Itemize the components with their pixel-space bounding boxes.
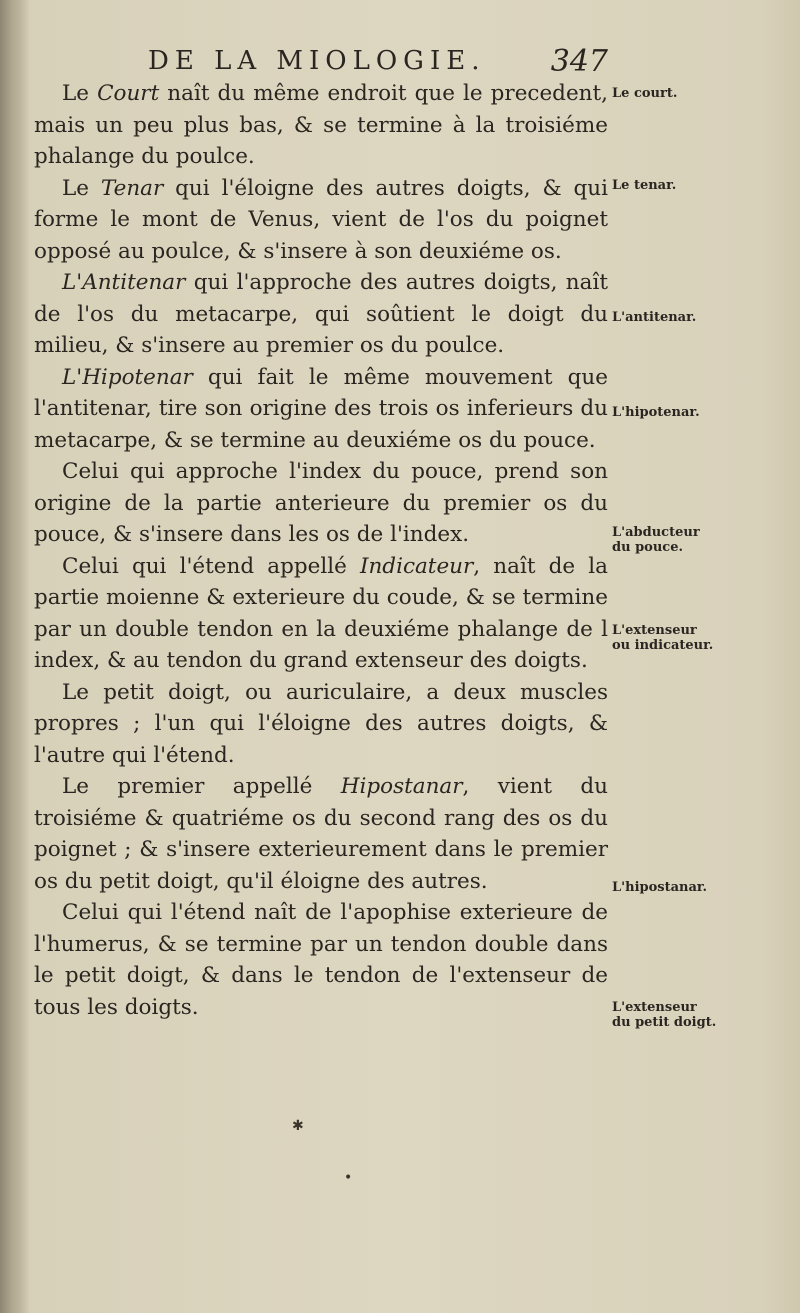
margin-note: L'extenseur du petit doigt. xyxy=(612,1000,717,1030)
margin-note: Le tenar. xyxy=(612,178,677,193)
paragraph-court: Le Court naît du même endroit que le precedent, mais un peu plus bas, & se termine à la troisiéme phalange du poulce. xyxy=(34,81,608,169)
muscle-name: L'Antitenar xyxy=(62,270,186,295)
paragraph-antitenar: L'Antitenar qui l'approche des autres doigts, naît de l'os du metacarpe, qui soûtient le doigt du milieu, & s'insere au premier os du poulce. xyxy=(34,270,608,358)
muscle-name: Court xyxy=(97,81,160,106)
margin-note: L'abducteur du pouce. xyxy=(612,525,700,555)
muscle-name: Hipostanar xyxy=(340,774,463,799)
book-gutter xyxy=(0,0,30,1313)
margin-note: L'hipotenar. xyxy=(612,405,700,420)
margin-notes xyxy=(608,0,718,1313)
margin-note: L'extenseur ou indicateur. xyxy=(612,623,714,653)
paragraph-hipotenar: L'Hipotenar qui fait le même mouvement que l'antitenar, tire son origine des trois os inferieurs du metacarpe, & se termine au deuxiéme os du pouce. xyxy=(34,364,608,453)
ink-speck-icon: • xyxy=(344,1170,353,1186)
margin-note: L'hipostanar. xyxy=(612,880,708,895)
margin-note: L'antitenar. xyxy=(612,310,697,325)
paragraph-tenar: Le Tenar qui l'éloigne des autres doigts, & qui forme le mont de Venus, vient de l'os du poignet opposé au poulce, & s'insere à son deuxiéme os. xyxy=(34,175,608,264)
page-number: 347 xyxy=(550,44,608,79)
paragraph-petit-doigt: Le petit doigt, ou auriculaire, a deux muscles propres ; l'un qui l'éloigne des autres doigts, & l'autre qui l'étend. xyxy=(34,679,608,768)
paragraph-abducteur: Celui qui approche l'index du pouce, prend son origine de la partie anterieure du premier os du pouce, & s'insere dans les os de l'index. xyxy=(34,459,608,547)
paragraph-extenseur-petit-doigt: Celui qui l'étend naît de l'apophise exterieure de l'humerus, & se termine par un tendon double dans le petit doigt, & dans le tendon de l'extenseur de tous les doigts. xyxy=(34,900,608,1020)
paragraph-indicateur: Celui qui l'étend appellé Indicateur, naît de la partie moienne & exterieure du coude, & se termine par un double tendon en la deuxiéme phalange de l index, & au tendon du grand extenseur des doigts. xyxy=(34,553,609,673)
muscle-name: Indicateur xyxy=(359,553,474,579)
header-title: DE LA MIOLOGIE. xyxy=(148,46,486,76)
margin-note: Le court. xyxy=(612,86,678,101)
body-text xyxy=(34,78,608,1023)
muscle-name: Tenar xyxy=(100,175,164,201)
muscle-name: L'Hipotenar xyxy=(62,364,193,390)
paragraph-hipostanar: Le premier appellé Hipostanar, vient du troisiéme & quatriéme os du second rang des os du poignet ; & s'insere exterieurement dans le premier os du petit doigt, qu'il éloigne des autres. xyxy=(34,774,608,894)
ink-speck-icon: ✱ xyxy=(292,1118,304,1134)
